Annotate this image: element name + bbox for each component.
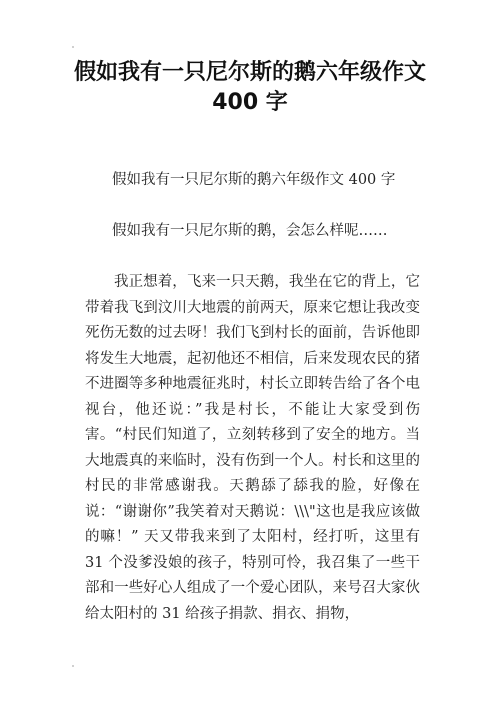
- corner-mark: [72, 46, 74, 48]
- title-line-1: 假如我有一只尼尔斯的鹅六年级作文: [73, 60, 426, 85]
- document-title: [40, 58, 460, 118]
- document-subtitle: 假如我有一只尼尔斯的鹅六年级作文 400 字: [112, 172, 396, 188]
- body-paragraph: 我正想着，飞来一只天鹅，我坐在它的背上，它带着我飞到汶川大地震的前两天，原来它想让我改变死伤无数的过去呀！我们飞到村长的面前，告诉他即将发生大地震，起初他还不相信，后来发现农民的猪不进圈等多种地震征兆时，村长立即转告给了各个电视台，他还说：”我是村长，不能让大家受到伤害。“村民们知道了，立刻转移到了安全的地方。当大地震真的来临时，没有伤到一个人。村长和这里的村民的非常感谢我。天鹅舔了舔我的脸，好像在说：“谢谢你”我笑着对天鹅说：\\\"这也是我应该做的嘛！” 天又带我来到了太阳村，经打听，这里有 31 个没爹没娘的孩子，特别可怜，我召集了一些干部和一些好心人组成了一个爱心团队，来号召大家伙给太阳村的 31 给孩子捐款、捐衣、捐物，: [85, 274, 420, 622]
- corner-mark: [72, 665, 74, 667]
- title-line-2: 400 字: [212, 90, 288, 115]
- lead-sentence: 假如我有一只尼尔斯的鹅，会怎么样呢……: [112, 223, 388, 239]
